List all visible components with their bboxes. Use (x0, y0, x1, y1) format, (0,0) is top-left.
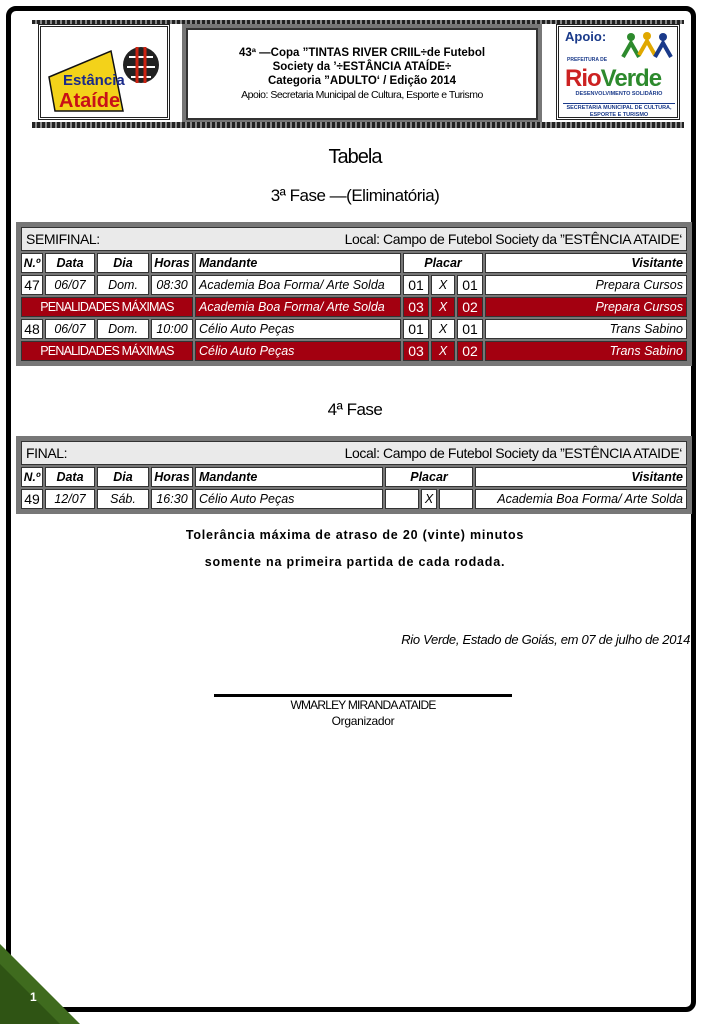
title-line-4: Apoio: Secretaria Municipal de Cultura, Esporte e Turismo (241, 89, 483, 101)
semifinal-table (16, 222, 692, 366)
local-label: Local: Campo de Futebol Society da ”ESTÊNCIA ATAIDE‘ (344, 231, 682, 247)
penalty-away-team: Trans Sabino (485, 341, 687, 361)
penalty-home-team: Célio Auto Peças (195, 341, 401, 361)
rio-verde-brand: RioVerde (565, 65, 662, 92)
penalty-home-team: Academia Boa Forma/ Arte Solda (195, 297, 401, 317)
match-number: 49 (21, 489, 43, 509)
rv-subtitle: DESENVOLVIMENTO SOLIDÁRIO (575, 91, 663, 97)
estancia-ataide-logo (38, 24, 170, 120)
score-separator: X (431, 319, 455, 339)
table-row (21, 489, 687, 509)
phase4-heading: 4ª Fase (327, 400, 383, 419)
score-separator: X (421, 489, 437, 509)
match-day: Dom. (97, 319, 149, 339)
match-date: 06/07 (45, 319, 95, 339)
col-data: Data (45, 253, 95, 273)
estancia-ataide-logo-art (41, 27, 167, 117)
col-visitante: Visitante (485, 253, 687, 273)
page-corner-decoration (0, 944, 80, 1024)
penalty-home-score: 03 (403, 341, 429, 361)
away-score: 01 (457, 275, 483, 295)
final-table (16, 436, 692, 514)
svg-text:Estância: Estância (63, 72, 125, 89)
col-dia: Dia (97, 467, 149, 487)
col-data: Data (45, 467, 95, 487)
home-score (385, 489, 419, 509)
local-label: Local: Campo de Futebol Society da ”ESTÊNCIA ATAIDE‘ (344, 445, 682, 461)
away-team: Academia Boa Forma/ Arte Solda (475, 489, 687, 509)
match-date: 06/07 (45, 275, 95, 295)
col-dia: Dia (97, 253, 149, 273)
penalty-label: PENALIDADES MÁXIMAS (21, 297, 193, 317)
signatory-name: WMARLEY MIRANDA ATAIDE (290, 698, 436, 712)
column-header-row (21, 253, 687, 273)
table-row (21, 275, 687, 295)
away-score (439, 489, 473, 509)
rio-verde-logo (556, 24, 680, 120)
tolerance-note-line2: somente na primeira partida de cada rodada. (204, 555, 506, 569)
penalty-away-team: Prepara Cursos (485, 297, 687, 317)
semifinal-header (21, 227, 687, 251)
match-number: 47 (21, 275, 43, 295)
signature-line (214, 694, 512, 697)
match-time: 10:00 (151, 319, 193, 339)
stage-label: SEMIFINAL: (26, 231, 100, 247)
col-mandante: Mandante (195, 467, 383, 487)
match-day: Sáb. (97, 489, 149, 509)
col-placar: Placar (385, 467, 473, 487)
penalty-away-score: 02 (457, 297, 483, 317)
table-row (21, 319, 687, 339)
apoio-label: Apoio: (565, 29, 607, 44)
away-score: 01 (457, 319, 483, 339)
page-title: Tabela (328, 146, 382, 168)
col-no: N.º (21, 253, 43, 273)
title-inner (186, 28, 538, 120)
penalty-row (21, 341, 687, 361)
col-mandante: Mandante (195, 253, 401, 273)
away-team: Prepara Cursos (485, 275, 687, 295)
final-header (21, 441, 687, 465)
header-rail-bottom (32, 122, 684, 128)
header-banner (32, 20, 684, 128)
column-header-row (21, 467, 687, 487)
title-box (182, 24, 542, 124)
match-date: 12/07 (45, 489, 95, 509)
penalty-away-score: 02 (457, 341, 483, 361)
col-horas: Horas (151, 253, 193, 273)
signatory-role: Organizador (331, 714, 395, 728)
home-score: 01 (403, 319, 429, 339)
col-placar: Placar (403, 253, 483, 273)
match-day: Dom. (97, 275, 149, 295)
home-score: 01 (403, 275, 429, 295)
penalty-separator: X (431, 297, 455, 317)
penalty-separator: X (431, 341, 455, 361)
col-horas: Horas (151, 467, 193, 487)
rv-prefeitura: PREFEITURA DE (567, 57, 608, 63)
stage-label: FINAL: (26, 445, 68, 461)
home-team: Célio Auto Peças (195, 319, 401, 339)
title-line-1: 43ª —Copa ”TINTAS RIVER CRIIL÷de Futebol (238, 47, 486, 59)
tolerance-note-line1: Tolerância máxima de atraso de 20 (vinte) minutos (185, 528, 525, 542)
home-team: Célio Auto Peças (195, 489, 383, 509)
svg-text:Ataíde: Ataíde (59, 90, 121, 112)
home-team: Academia Boa Forma/ Arte Solda (195, 275, 401, 295)
title-line-3: Categoria ”ADULTO‘ / Edição 2014 (267, 75, 457, 87)
phase3-heading: 3ª Fase —(Eliminatória) (270, 186, 440, 205)
col-no: N.º (21, 467, 43, 487)
penalty-label: PENALIDADES MÁXIMAS (21, 341, 193, 361)
match-number: 48 (21, 319, 43, 339)
col-visitante: Visitante (475, 467, 687, 487)
penalty-row (21, 297, 687, 317)
title-line-2: Society da ’÷ESTÂNCIA ATAÍDE÷ (272, 61, 452, 73)
match-time: 08:30 (151, 275, 193, 295)
place-date: Rio Verde, Estado de Goiás, em 07 de julho de 2014 (401, 632, 690, 647)
away-team: Trans Sabino (485, 319, 687, 339)
page-number: 1 (30, 990, 37, 1004)
penalty-home-score: 03 (403, 297, 429, 317)
match-time: 16:30 (151, 489, 193, 509)
score-separator: X (431, 275, 455, 295)
people-icon (619, 31, 675, 63)
rv-secretaria: SECRETARIA MUNICIPAL DE CULTURA, ESPORTE E TURISMO (563, 103, 675, 119)
